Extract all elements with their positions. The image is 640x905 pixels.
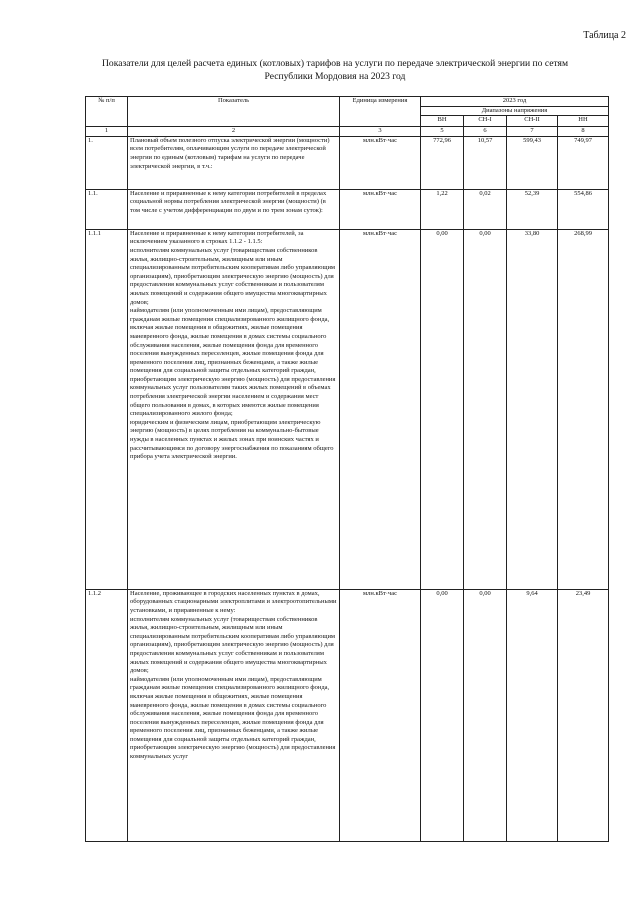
row-value-sn1: 0,00	[464, 229, 507, 589]
header-row-year	[86, 97, 609, 107]
table-row	[86, 189, 609, 229]
row-value-sn2: 9,64	[507, 589, 558, 841]
row-value-nn: 268,99	[558, 229, 609, 589]
header-row-colnums	[86, 127, 609, 137]
table-row	[86, 589, 609, 841]
header-voltage-sn2: СН-II	[507, 116, 558, 127]
row-number: 1.	[86, 136, 128, 189]
row-indicator: Население, проживающее в городских населенных пунктах в домах, оборудованных стационарными электроплитами и электроотопительными установками, и приравненные к нему: исполнителям коммунальных услуг (товариществам собственников жилья, жилищно-строительным, жилищным или иным специализированным потребительским кооперативам либо управляющим организациям), приобретающим электрическую энергию (мощность) для предоставления коммунальных услуг собственникам и пользователям жилых помещений и содержания общего имущества многоквартирных домов; наймодателям (или уполномоченным ими лицам), предоставляющим гражданам жилые помещения специализированного жилищного фонда, включая жилые помещения в общежитиях, жилые помещения маневренного фонда, жилые помещения в домах системы социального обслуживания населения, жилые помещения фонда для временного поселения вынужденных переселенцев, жилые помещения фонда для временного поселения лиц, признанных беженцами, а также жилые помещения для социальной защиты отдельных категорий граждан, приобретающим электрическую энергию (мощность) для предоставления коммунальных услуг	[128, 589, 340, 841]
row-value-sn1: 10,57	[464, 136, 507, 189]
row-unit: млн.кВт·час	[340, 589, 421, 841]
row-unit: млн.кВт·час	[340, 136, 421, 189]
header-voltage-ranges: Диапазоны напряжения	[421, 106, 609, 116]
table-row	[86, 136, 609, 189]
row-indicator: Плановый объем полезного отпуска электрической энергии (мощности) всем потребителям, оплачивающим услуги по передаче электрической энергии по единым (котловым) тарифам на услуги по передаче электрической энергии, в т.ч.:	[128, 136, 340, 189]
header-voltage-sn1: СН-I	[464, 116, 507, 127]
row-number: 1.1.	[86, 189, 128, 229]
row-unit: млн.кВт·час	[340, 229, 421, 589]
row-value-sn1: 0,02	[464, 189, 507, 229]
col-number: 6	[464, 127, 507, 137]
col-number: 7	[507, 127, 558, 137]
header-voltage-vn: ВН	[421, 116, 464, 127]
header-year: 2023 год	[421, 97, 609, 107]
col-number: 5	[421, 127, 464, 137]
row-value-nn: 749,97	[558, 136, 609, 189]
header-num: № п/п	[86, 97, 128, 127]
header-indicator: Показатель	[128, 97, 340, 127]
row-value-sn1: 0,00	[464, 589, 507, 841]
tariff-table	[85, 96, 609, 842]
row-indicator: Население и приравненные к нему категории потребителей в пределах социальной нормы потребления электрической энергии (мощности) (в том числе с учетом дифференциации по двум и по трем зонам суток):	[128, 189, 340, 229]
title-line-1: Показатели для целей расчета единых (котловых) тарифов на услуги по передаче электрической энергии по сетям	[101, 58, 569, 69]
row-number: 1.1.1	[86, 229, 128, 589]
header-unit: Единица измерения	[340, 97, 421, 127]
row-value-vn: 0,00	[421, 229, 464, 589]
col-number: 3	[340, 127, 421, 137]
row-number: 1.1.2	[86, 589, 128, 841]
header-voltage-nn: НН	[558, 116, 609, 127]
row-value-nn: 23,49	[558, 589, 609, 841]
row-value-sn2: 599,43	[507, 136, 558, 189]
col-number: 1	[86, 127, 128, 137]
table-label: Таблица 2	[583, 30, 626, 41]
row-value-vn: 772,96	[421, 136, 464, 189]
title-line-2: Республики Мордовия на 2023 год	[264, 71, 406, 82]
document-title	[60, 57, 610, 83]
row-value-sn2: 33,80	[507, 229, 558, 589]
table-row	[86, 229, 609, 589]
row-indicator: Население и приравненные к нему категории потребителей, за исключением указанного в строках 1.1.2 - 1.1.5: исполнителям коммунальных услуг (товариществам собственников жилья, жилищно-строительным, жилищным или иным специализированным потребительским кооперативам либо управляющим организациям), приобретающим электрическую энергию (мощность) для предоставления коммунальных услуг собственникам и пользователям жилых помещений и содержания общего имущества многоквартирных домов; наймодателям (или уполномоченным ими лицам), предоставляющим гражданам жилые помещения специализированного жилищного фонда, включая жилые помещения в общежитиях, жилые помещения маневренного фонда, жилые помещения в домах системы социального обслуживания населения, жилые помещения фонда для временного поселения вынужденных переселенцев, жилые помещения фонда для временного поселения лиц, признанных беженцами, а также жилые помещения для социальной защиты отдельных категорий граждан, приобретающим электрическую энергию (мощность) для предоставления коммунальных услуг пользователям таких жилых помещений в объемах потребления электрической энергии населением и содержания мест общего пользования в домах, в которых имеются жилые помещения специализированного жилого фонда; юридическим и физическим лицам, приобретающим электрическую энергию (мощность) в целях потребления на коммунально-бытовые нужды в населенных пунктах и жилых зонах при воинских частях и рассчитывающимся по договору энергоснабжения по показаниям общего прибора учета электрической энергии.	[128, 229, 340, 589]
col-number: 8	[558, 127, 609, 137]
row-unit: млн.кВт·час	[340, 189, 421, 229]
row-value-sn2: 52,39	[507, 189, 558, 229]
row-value-vn: 0,00	[421, 589, 464, 841]
row-value-vn: 1,22	[421, 189, 464, 229]
col-number: 2	[128, 127, 340, 137]
row-value-nn: 554,86	[558, 189, 609, 229]
